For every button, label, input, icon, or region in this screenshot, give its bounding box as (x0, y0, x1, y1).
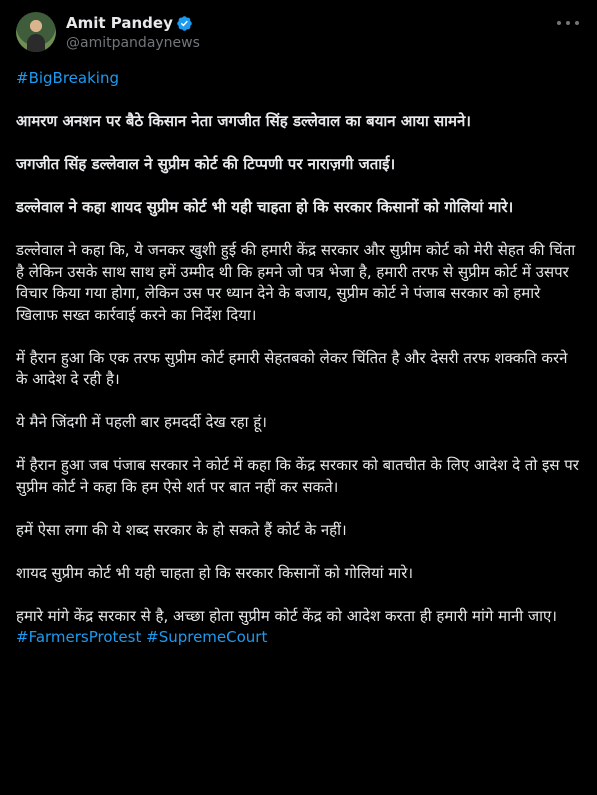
paragraph-6: शायद सुप्रीम कोर्ट भी यही चाहता हो कि सरकार किसानों को गोलियां मारे। (16, 563, 414, 582)
hashtag-farmersprotest[interactable]: #FarmersProtest (16, 628, 142, 646)
more-dot (557, 21, 561, 25)
paragraph-2: में हैरान हुआ कि एक तरफ सुप्रीम कोर्ट हमारी सेहतबको लेकर चिंतित है और देसरी तरफ शक्कति करने के आदेश दे रही है। (16, 348, 568, 388)
paragraph-5: हमें ऐसा लगा की ये शब्द सरकार के हो सकते हैं कोर्ट के नहीं। (16, 520, 347, 539)
tweet-header (16, 12, 581, 60)
paragraph-3: ये मैने जिंदगी में पहली बार हमदर्दी देख रहा हूं। (16, 413, 267, 431)
headline-3: डल्लेवाल ने कहा शायद सुप्रीम कोर्ट भी यही चाहता हो कि सरकार किसानों को गोलियां मारे। (16, 198, 514, 216)
headline-2: जगजीत सिंह डल्लेवाल ने सुप्रीम कोर्ट की टिप्पणी पर नाराज़गी जताई। (16, 155, 396, 173)
bottom-hashtags (16, 627, 581, 649)
more-dot (566, 21, 570, 25)
name-row (66, 13, 200, 33)
paragraph-7: हमारे मांगे केंद्र सरकार से है, अच्छा होता सुप्रीम कोर्ट केंद्र को आदेश करता ही हमारी मांगे मानी जाए। (16, 606, 557, 625)
verified-badge-icon (176, 15, 193, 32)
headline-1: आमरण अनशन पर बैठे किसान नेता जगजीत सिंह डल्लेवाल का बयान आया सामने। (16, 112, 471, 130)
more-dot (575, 21, 579, 25)
tweet-text (16, 68, 581, 649)
hashtag-bigbreaking[interactable]: #BigBreaking (16, 69, 119, 87)
paragraph-4: में हैरान हुआ जब पंजाब सरकार ने कोर्ट में कहा कि केंद्र सरकार को बातचीत के लिए आदेश दे तो इस पर सुप्रीम कोर्ट ने कहा कि हम ऐसे शर्त पर बात नहीं कर सकते। (16, 456, 579, 496)
author-info (66, 12, 200, 53)
hashtag-supremecourt[interactable]: #SupremeCourt (146, 628, 268, 646)
paragraph-1: डल्लेवाल ने कहा कि, ये जनकर खुशी हुई की हमारी केंद्र सरकार और सुप्रीम कोर्ट को मेरी सेहत की चिंता है लेकिन उसके साथ साथ हमें उम्मीद थी कि हमने जो पत्र भेजा है, हमारी तरफ से सुप्रीम कोर्ट में उसपर विचार किया गया होगा, लेकिन उस पर ध्यान देने के बजाय, सुप्रीम कोर्ट ने पंजाब सरकार को हमारे खिलाफ सख्त कार्रवाई करने का निर्देश दिया। (16, 241, 576, 324)
author-display-name[interactable]: Amit Pandey (66, 14, 173, 32)
avatar[interactable] (16, 12, 56, 52)
more-dots-icon[interactable] (557, 16, 579, 30)
author-handle[interactable]: @amitpandaynews (66, 35, 200, 51)
